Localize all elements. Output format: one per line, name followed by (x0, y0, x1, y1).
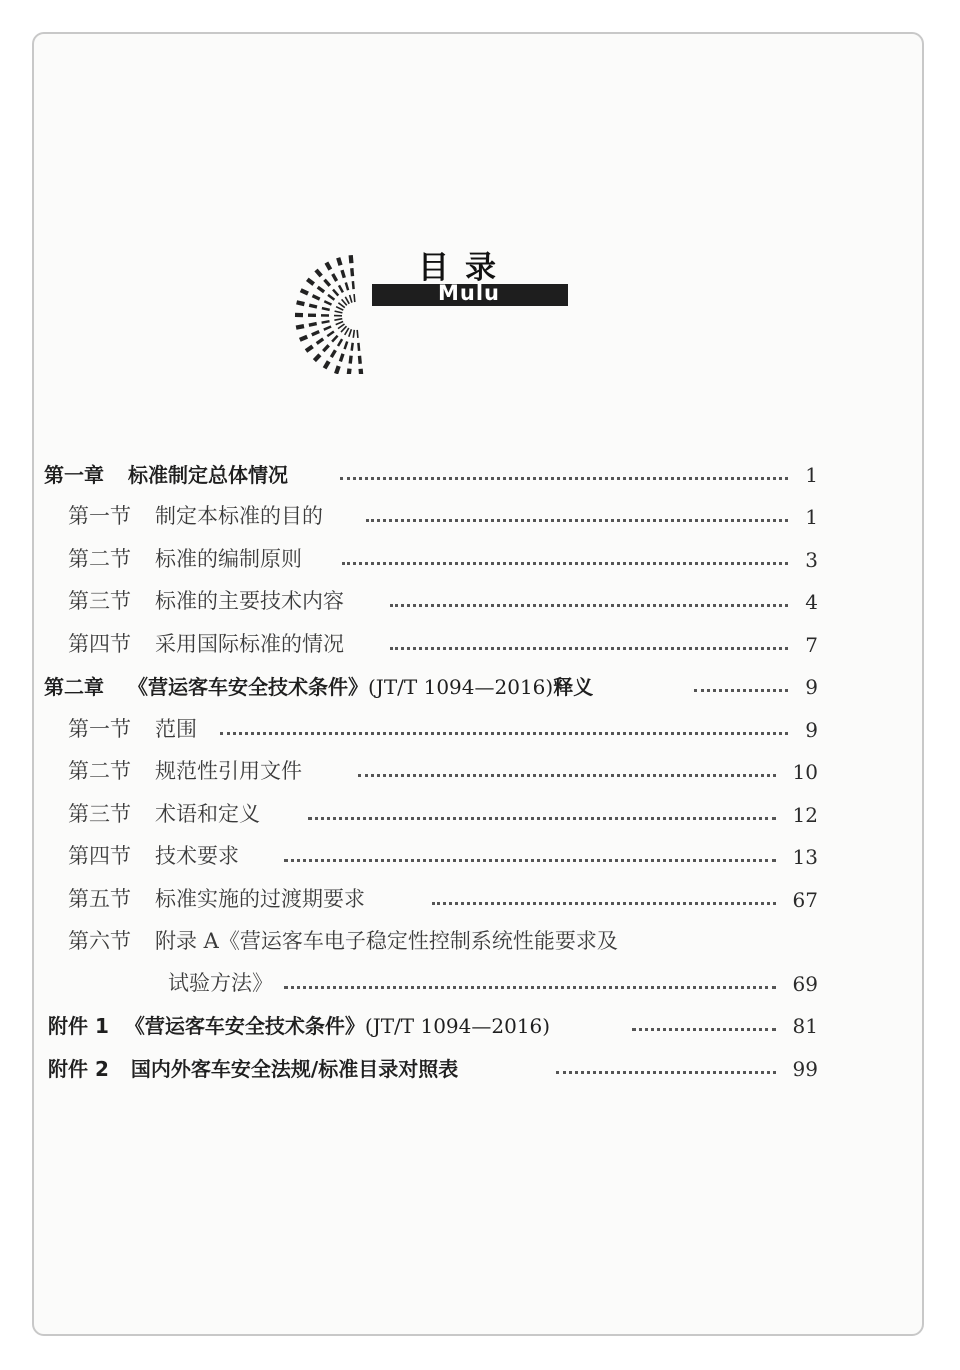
toc-page-number: 3 (805, 547, 818, 572)
toc-section-2-5[interactable] (34, 875, 924, 918)
toc-page-number: 81 (792, 1014, 818, 1038)
toc-page-number: 7 (805, 632, 818, 657)
page-title: 目录 (418, 250, 512, 286)
toc-section-2-6[interactable] (34, 918, 924, 1002)
toc-label: 第二节 (68, 546, 131, 571)
toc-page-number: 13 (792, 845, 818, 869)
dot-leader (556, 1071, 776, 1074)
toc-title: 技术要求 (155, 844, 239, 868)
toc-title: 采用国际标准的情况 (155, 631, 344, 656)
toc-label: 第四节 (68, 631, 131, 656)
toc-appendix-2[interactable] (34, 1044, 924, 1087)
toc-title: 规范性引用文件 (155, 759, 302, 783)
toc-section-2-1[interactable] (34, 705, 924, 748)
toc-title-code: (JT/T 1094—2016) (368, 675, 554, 699)
toc-label: 附件 1 (48, 1014, 109, 1038)
toc-title-code: (JT/T 1094—2016) (364, 1014, 551, 1038)
toc-label: 第四节 (68, 844, 131, 868)
dot-leader (340, 477, 788, 480)
toc-title: 国内外客车安全法规/标准目录对照表 (130, 1056, 459, 1081)
toc-chapter-2[interactable] (34, 663, 924, 706)
toc-section-1-4[interactable] (34, 620, 924, 663)
toc-title: 标准的主要技术内容 (155, 589, 344, 613)
page-subtitle: Mulu (438, 281, 500, 305)
table-of-contents (34, 450, 924, 1087)
toc-title: 标准的编制原则 (155, 546, 302, 571)
toc-title-main: 《营运客车安全技术条件》 (124, 1014, 365, 1038)
toc-title: 术语和定义 (155, 801, 260, 826)
toc-page-number: 1 (805, 462, 818, 487)
dot-leader (366, 519, 788, 522)
dot-leader (284, 859, 776, 862)
toc-label: 第三节 (68, 801, 131, 826)
toc-page-number: 10 (792, 760, 818, 784)
toc-section-2-3[interactable] (34, 790, 924, 833)
toc-header (278, 234, 578, 374)
toc-label: 第一节 (68, 504, 131, 528)
toc-page-number: 9 (805, 717, 818, 742)
toc-chapter-1[interactable] (34, 450, 924, 493)
toc-page-number: 69 (792, 971, 818, 996)
toc-title: 标准实施的过渡期要求 (155, 886, 365, 911)
toc-section-2-2[interactable] (34, 748, 924, 791)
dot-leader (342, 562, 788, 565)
toc-title: 制定本标准的目的 (155, 504, 323, 528)
dot-leader (220, 732, 788, 735)
toc-title-line1: 附录 A《营运客车电子稳定性控制系统性能要求及 (155, 928, 618, 953)
toc-section-1-3[interactable] (34, 578, 924, 621)
dot-leader (390, 604, 788, 607)
toc-title: 标准制定总体情况 (128, 462, 288, 487)
toc-page-number: 9 (805, 675, 818, 699)
toc-section-1-1[interactable] (34, 493, 924, 536)
toc-label: 第一节 (68, 716, 131, 741)
document-page (32, 32, 924, 1336)
toc-section-2-4[interactable] (34, 833, 924, 876)
dot-leader (308, 817, 776, 820)
toc-label: 第一章 (44, 462, 104, 487)
toc-appendix-1[interactable] (34, 1002, 924, 1045)
toc-title-main: 《营运客车安全技术条件》 (128, 675, 368, 699)
toc-page-number: 67 (792, 887, 818, 912)
dot-leader (358, 774, 776, 777)
toc-label: 第三节 (68, 589, 131, 613)
toc-section-1-2[interactable] (34, 535, 924, 578)
toc-label: 第二节 (68, 759, 131, 783)
toc-page-number: 12 (792, 802, 818, 827)
toc-label: 第二章 (44, 675, 104, 699)
dot-leader (432, 902, 776, 905)
toc-page-number: 99 (792, 1056, 818, 1081)
toc-title-suffix: 释义 (553, 675, 594, 699)
toc-label: 第六节 (68, 928, 131, 953)
toc-page-number: 4 (805, 590, 818, 614)
dot-leader (284, 986, 776, 989)
dot-leader (694, 689, 788, 692)
toc-label: 第五节 (68, 886, 131, 911)
toc-title: 范围 (155, 716, 197, 741)
toc-label: 附件 2 (48, 1056, 109, 1081)
toc-title-line2: 试验方法》 (168, 970, 273, 995)
dot-leader (390, 647, 788, 650)
toc-page-number: 1 (805, 505, 818, 529)
dot-leader (632, 1028, 776, 1031)
